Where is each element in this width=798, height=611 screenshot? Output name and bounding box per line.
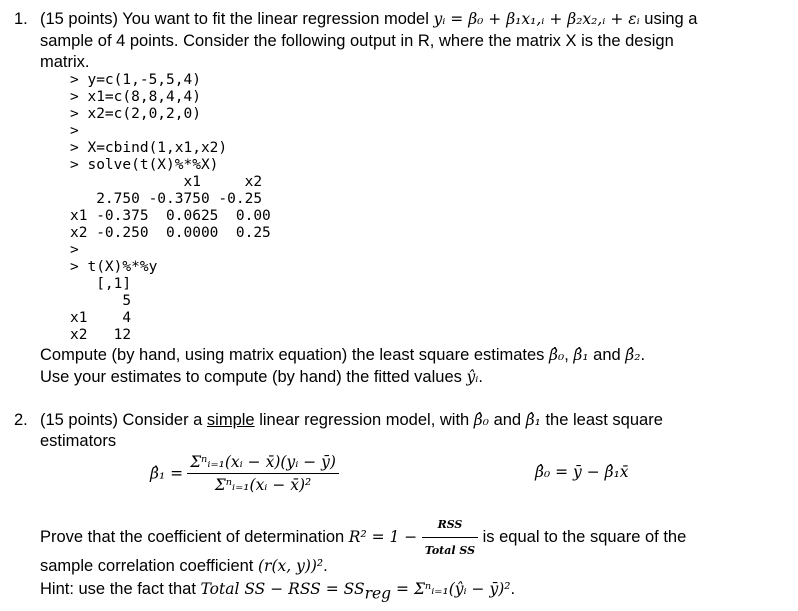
- question-2-intro-tail: the least square: [540, 411, 663, 429]
- question-1-intro-tail: using a: [639, 10, 698, 28]
- r-code-line-16: x2 12: [70, 327, 132, 343]
- r-code-line-11: >: [70, 242, 79, 258]
- q2-and-separator: and: [488, 411, 526, 429]
- beta1-formula: [150, 453, 339, 494]
- r-code-output: [70, 72, 271, 344]
- r-code-line-7: x1 x2: [70, 174, 263, 190]
- question-1-compute-line: [40, 345, 645, 366]
- total-ss-denominator: Total SS: [424, 544, 476, 557]
- question-1-fitted-line: [40, 367, 483, 388]
- question-1-intro-text: (15 points) You want to fit the linear regression model: [40, 10, 434, 28]
- question-2-prove-line: [40, 514, 687, 557]
- r-code-line-13: [,1]: [70, 276, 132, 292]
- rss-numerator: RSS: [422, 514, 478, 538]
- r-squared-lhs: R² = 1 −: [348, 528, 418, 546]
- fitted-values-yhat: ŷᵢ: [466, 368, 479, 386]
- beta2-hat: β̂₂: [625, 346, 641, 364]
- correlation-period: .: [323, 557, 328, 575]
- r-code-line-10: x2 -0.250 0.0000 0.25: [70, 225, 271, 241]
- r-code-line-9: x1 -0.375 0.0625 0.00: [70, 208, 271, 224]
- r-code-line-15: x1 4: [70, 310, 132, 326]
- beta1-denominator: Σⁿᵢ₌₁(xᵢ − x̄)²: [214, 476, 312, 494]
- fitted-period: .: [478, 368, 483, 386]
- hint-period: .: [510, 580, 516, 598]
- question-1-line-3: matrix.: [40, 53, 90, 71]
- hint-text: Hint: use the fact that: [40, 580, 201, 598]
- beta0-formula: β̂₀ = ȳ − β̂₁x̄: [535, 463, 629, 481]
- r-code-line-4: >: [70, 123, 79, 139]
- and-separator: and: [588, 346, 626, 364]
- question-2-number: 2.: [14, 411, 28, 429]
- hint-equation-part-2: = Σⁿᵢ₌₁(ŷᵢ − ȳ)²: [391, 580, 511, 598]
- r-code-line-1: > y=c(1,-5,5,4): [70, 72, 201, 88]
- compute-text: Compute (by hand, using matrix equation) the least square estimates: [40, 346, 550, 364]
- beta1-fraction: [187, 453, 339, 494]
- r-code-line-3: > x2=c(2,0,2,0): [70, 106, 201, 122]
- q2-beta1-hat: β̂₁: [525, 411, 541, 429]
- correlation-text: sample correlation coefficient: [40, 557, 258, 575]
- comma-separator: ,: [564, 346, 574, 364]
- period: .: [640, 346, 646, 364]
- q2-beta0-hat: β̂₀: [473, 411, 489, 429]
- question-2-hint-line: [40, 579, 516, 603]
- question-2-line-2: estimators: [40, 432, 117, 450]
- r-code-line-5: > X=cbind(1,x1,x2): [70, 140, 228, 156]
- hint-ss-subscript: reg: [364, 584, 392, 603]
- regression-model-equation: yᵢ = β₀ + β₁x₁,ᵢ + β₂x₂,ᵢ + εᵢ: [433, 10, 640, 28]
- beta1-numerator: Σⁿᵢ₌₁(xᵢ − x̄)(yᵢ − ȳ): [187, 453, 339, 474]
- fitted-text: Use your estimates to compute (by hand) the fitted values: [40, 368, 467, 386]
- question-2-correlation-line: [40, 556, 328, 577]
- question-2-intro-text: (15 points) Consider a: [40, 411, 207, 429]
- question-1-number: 1.: [14, 10, 28, 28]
- r-code-line-14: 5: [70, 293, 132, 309]
- prove-text: Prove that the coefficient of determination: [40, 528, 349, 546]
- beta0-hat: β̂₀: [549, 346, 565, 364]
- r-code-line-6: > solve(t(X)%*%X): [70, 157, 219, 173]
- prove-tail: is equal to the square of the: [478, 528, 687, 546]
- beta1-hat: β̂₁: [573, 346, 589, 364]
- question-1-line-2: sample of 4 points. Consider the following output in R, where the matrix X is the design: [40, 32, 674, 50]
- rss-fraction: [422, 514, 478, 561]
- r-code-line-8: 2.750 -0.3750 -0.25: [70, 191, 263, 207]
- question-2-line-1: [40, 410, 663, 431]
- question-1-line-1: [40, 9, 697, 30]
- beta1-formula-lhs: β̂₁ =: [150, 464, 184, 483]
- r-code-line-2: > x1=c(8,8,4,4): [70, 89, 201, 105]
- question-2-intro-mid: linear regression model, with: [254, 411, 474, 429]
- r-code-line-12: > t(X)%*%y: [70, 259, 158, 275]
- correlation-squared: (r(x, y))²: [257, 557, 324, 575]
- hint-equation-part-1: Total SS − RSS = SS: [200, 580, 365, 598]
- simple-underlined: simple: [206, 411, 255, 429]
